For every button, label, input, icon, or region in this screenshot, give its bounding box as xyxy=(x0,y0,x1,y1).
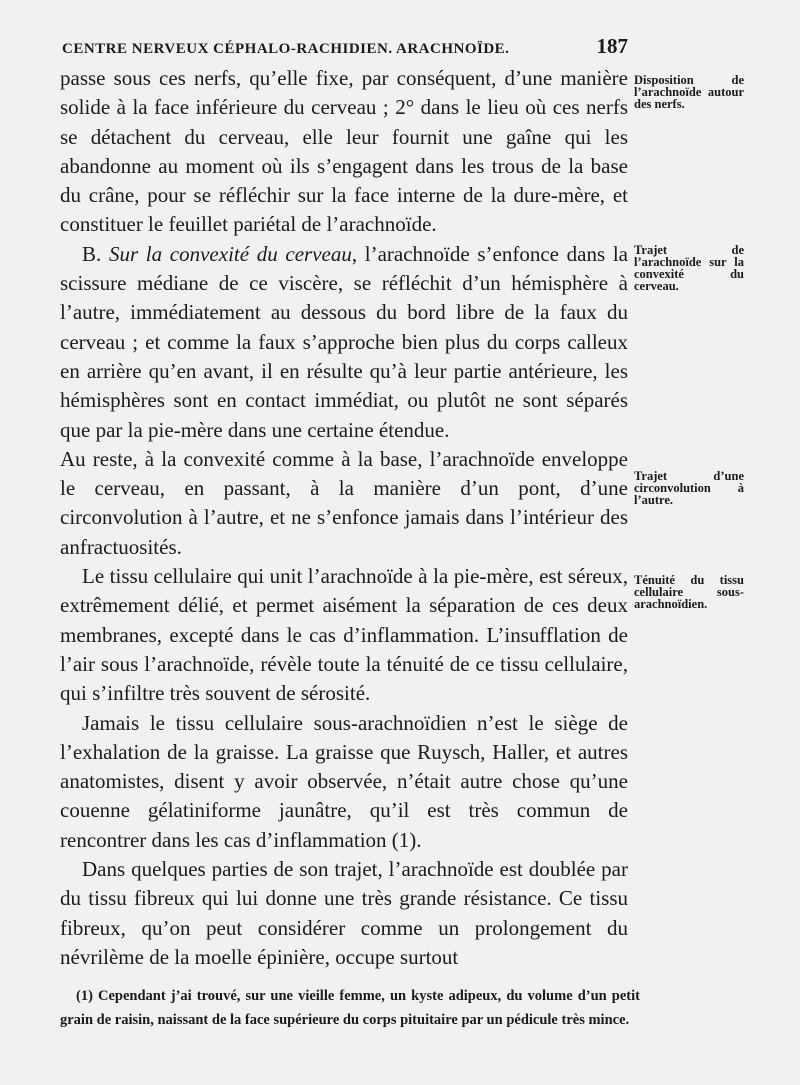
paragraph-1: passe sous ces nerfs, qu’elle fixe, par conséquent, d’une manière solide à la face inférieure du cerveau ; 2° dans le lieu où ces nerfs se détachent du cerveau, elle leur fournit une gaîne qui les abandonne au moment où ils s’engagent dans les trous de la base du crâne, pour se réfléchir sur la face interne de la dure-mère, et constituer le feuillet pariétal de l’arachnoïde. xyxy=(60,66,628,237)
sidenote-2: Trajet de l’arachnoïde sur la convexité du cerveau. xyxy=(634,243,744,293)
page-number: 187 xyxy=(596,34,628,58)
running-header xyxy=(62,34,628,59)
paragraph-5: Jamais le tissu cellulaire sous-arachnoïdien n’est le siège de l’exhalation de la graisse. La graisse que Ruysch, Haller, et autres anatomistes, disent y avoir observée, n’était autre chose qu’une couenne gélatiniforme jaunâtre, qu’il est très commun de rencontrer dans les cas d’inflammation (1). xyxy=(60,710,628,852)
sidenote-3: Trajet d’une circonvolution à l’autre. xyxy=(634,469,744,507)
paragraph-2 xyxy=(60,240,628,445)
footnote-text: (1) Cependant j’ai trouvé, sur une vieille femme, un kyste adipeux, du volume d’un petit grain de raisin, naissant de la face supérieure du corps pituitaire par un pédicule très mince. xyxy=(60,988,640,1028)
paragraph-3: Au reste, à la convexité comme à la base, l’arachnoïde enveloppe le cerveau, en passant, à la manière d’un pont, d’une circonvolution à l’autre, et ne s’enfonce jamais dans l’intérieur des anfractuosités. xyxy=(60,446,628,559)
sidenote-4: Ténuité du tissu cellulaire sous-arachnoïdien. xyxy=(634,573,744,611)
paragraph-6: Dans quelques parties de son trajet, l’arachnoïde est doublée par du tissu fibreux qui lui donne une très grande résistance. Ce tissu fibreux, qu’on peut considérer comme un prolongement du névrilème de la moelle épinière, occupe surtout xyxy=(60,857,628,969)
paragraph-4: Le tissu cellulaire qui unit l’arachnoïde à la pie-mère, est séreux, extrêmement délié, et permet aisément la séparation de ces deux membranes, excepté dans le cas d’inflammation. L’insufflation de l’air sous l’arachnoïde, révèle toute la ténuité de ce tissu cellulaire, qui s’infiltre très souvent de sérosité. xyxy=(60,564,628,706)
main-text xyxy=(60,64,628,972)
paragraph-2-italic-heading: Sur la convexité du cerveau xyxy=(108,241,352,266)
footnote xyxy=(60,984,640,1032)
paragraph-2-prefix: B. xyxy=(82,241,109,266)
running-title: CENTRE NERVEUX CÉPHALO-RACHIDIEN. ARACHNOÏDE. xyxy=(62,41,510,57)
sidenote-1: Disposition de l’arachnoïde autour des nerfs. xyxy=(634,73,744,111)
paragraph-2-text: , l’arachnoïde s’enfonce dans la scissure médiane de ce viscère, se réfléchit d’un hémisphère à l’autre, immédiatement au dessous du bord libre de la faux du cerveau ; et comme la faux s’approche bien plus du corps calleux en arrière qu’en avant, il en résulte qu’à leur partie antérieure, les hémisphères sont en contact immédiat, ou plutôt ne sont séparés que par la pie-mère dans une certaine étendue. xyxy=(60,241,628,442)
